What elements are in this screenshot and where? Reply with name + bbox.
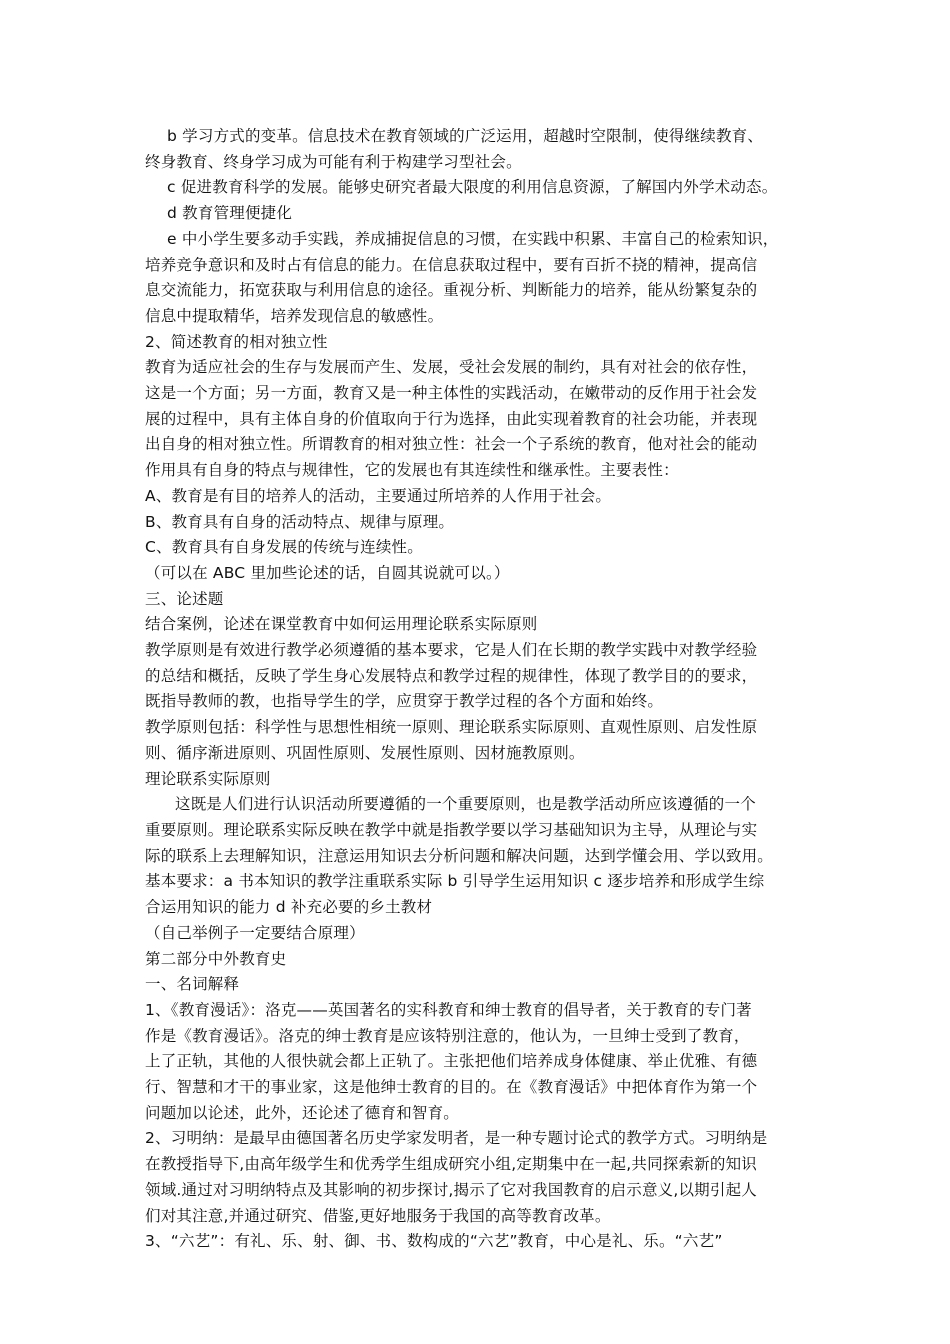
text-line: 行、智慧和才干的事业家，这是他绅士教育的目的。在《教育漫话》中把体育作为第一个: [145, 1078, 758, 1097]
text-line: 合运用知识的能力 d 补充必要的乡土教材: [145, 898, 433, 917]
text-line: 的总结和概括，反映了学生身心发展特点和教学过程的规律性，体现了教学目的的要求，: [145, 666, 758, 685]
question-title: 结合案例，论述在课堂教育中如何运用理论联系实际原则: [145, 615, 538, 634]
list-item: B、教育具有自身的活动特点、规律与原理。: [145, 512, 455, 531]
text-line: 际的联系上去理解知识，注意运用知识去分析问题和解决问题，达到学懂会用、学以致用。: [145, 846, 774, 865]
document-body: [145, 124, 825, 1255]
text-line: 教学原则包括：科学性与思想性相统一原则、理论联系实际原则、直观性原则、启发性原: [145, 718, 758, 737]
text-line: 领域.通过对习明纳特点及其影响的初步探讨,揭示了它对我国教育的启示意义,以期引起人: [145, 1180, 757, 1199]
text-line: 信息中提取精华，培养发现信息的敏感性。: [145, 306, 444, 325]
text-line: 基本要求：a 书本知识的教学注重联系实际 b 引导学生运用知识 c 逐步培养和形成学生综: [145, 872, 765, 891]
list-item: C、教育具有自身发展的传统与连续性。: [145, 538, 423, 557]
text-line: 问题加以论述，此外，还论述了德育和智育。: [145, 1103, 460, 1122]
text-line: 们对其注意,并通过研究、借鉴,更好地服务于我国的高等教育改革。: [145, 1206, 611, 1225]
text-line: 作用具有自身的特点与规律性，它的发展也有其连续性和继承性。主要表性：: [145, 461, 679, 480]
subheading: 理论联系实际原则: [145, 769, 271, 788]
text-line: e 中小学生要多动手实践，养成捕捉信息的习惯，在实践中积累、丰富自己的检索知识，: [167, 229, 779, 248]
list-item: A、教育是有目的培养人的活动，主要通过所培养的人作用于社会。: [145, 486, 612, 505]
text-line: 重要原则。理论联系实际反映在教学中就是指教学要以学习基础知识为主导，从理论与实: [145, 820, 758, 839]
text-line: b 学习方式的变革。信息技术在教育领域的广泛运用，超越时空限制，使得继续教育、: [167, 127, 764, 145]
text-line: 这是一个方面；另一方面，教育又是一种主体性的实践活动，在嫩带动的反作用于社会发: [145, 384, 758, 403]
text-line: 出自身的相对独立性。所谓教育的相对独立性：社会一个子系统的教育，他对社会的能动: [145, 435, 758, 454]
section-heading: 2、简述教育的相对独立性: [145, 332, 328, 351]
text-line: 这既是人们进行认识活动所要遵循的一个重要原则，也是教学活动所应该遵循的一个: [175, 795, 756, 814]
note-line: （自己举例子一定要结合原理）: [145, 923, 365, 942]
text-line: c 促进教育科学的发展。能够史研究者最大限度的利用信息资源，了解国内外学术动态。: [167, 178, 778, 197]
section-heading: 一、名词解释: [145, 975, 240, 994]
text-line: 展的过程中，具有主体自身的价值取向于行为选择，由此实现着教育的社会功能，并表现: [145, 409, 758, 428]
note-line: （可以在 ABC 里加些论述的话，自圆其说就可以。）: [145, 563, 510, 582]
part-heading: 第二部分中外教育史: [145, 949, 287, 968]
text-line: 教育为适应社会的生存与发展而产生、发展，受社会发展的制约，具有对社会的依存性，: [145, 358, 758, 377]
text-line: 3、“六艺”：有礼、乐、射、御、书、数构成的“六艺”教育，中心是礼、乐。“六艺”: [145, 1232, 723, 1251]
text-line: 上了正轨，其他的人很快就会都上正轨了。主张把他们培养成身体健康、举止优雅、有德: [145, 1052, 758, 1071]
section-heading: 三、论述题: [145, 589, 224, 608]
text-line: 终身教育、终身学习成为可能有利于构建学习型社会。: [145, 152, 522, 171]
text-line: 在教授指导下,由高年级学生和优秀学生组成研究小组,定期集中在一起,共同探索新的知识: [145, 1155, 757, 1174]
text-line: 教学原则是有效进行教学必须遵循的基本要求，它是人们在长期的教学实践中对教学经验: [145, 641, 758, 660]
text-line: 既指导教师的教，也指导学生的学，应贯穿于教学过程的各个方面和始终。: [145, 692, 664, 711]
text-line: 培养竞争意识和及时占有信息的能力。在信息获取过程中，要有百折不挠的精神，提高信: [145, 255, 758, 274]
text-line: 1、《教育漫话》：洛克——英国著名的实科教育和绅士教育的倡导者，关于教育的专门著: [145, 1000, 752, 1019]
text-line: 则、循序渐进原则、巩固性原则、发展性原则、因材施教原则。: [145, 743, 585, 762]
text-line: d 教育管理便捷化: [167, 204, 293, 223]
text-line: 作是《教育漫话》。洛克的绅士教育是应该特别注意的，他认为，一旦绅士受到了教育，: [145, 1026, 750, 1045]
text-line: 2、习明纳：是最早由德国著名历史学家发明者，是一种专题讨论式的教学方式。习明纳是: [145, 1129, 768, 1148]
text-line: 息交流能力，拓宽获取与利用信息的途径。重视分析、判断能力的培养，能从纷繁复杂的: [145, 281, 758, 300]
